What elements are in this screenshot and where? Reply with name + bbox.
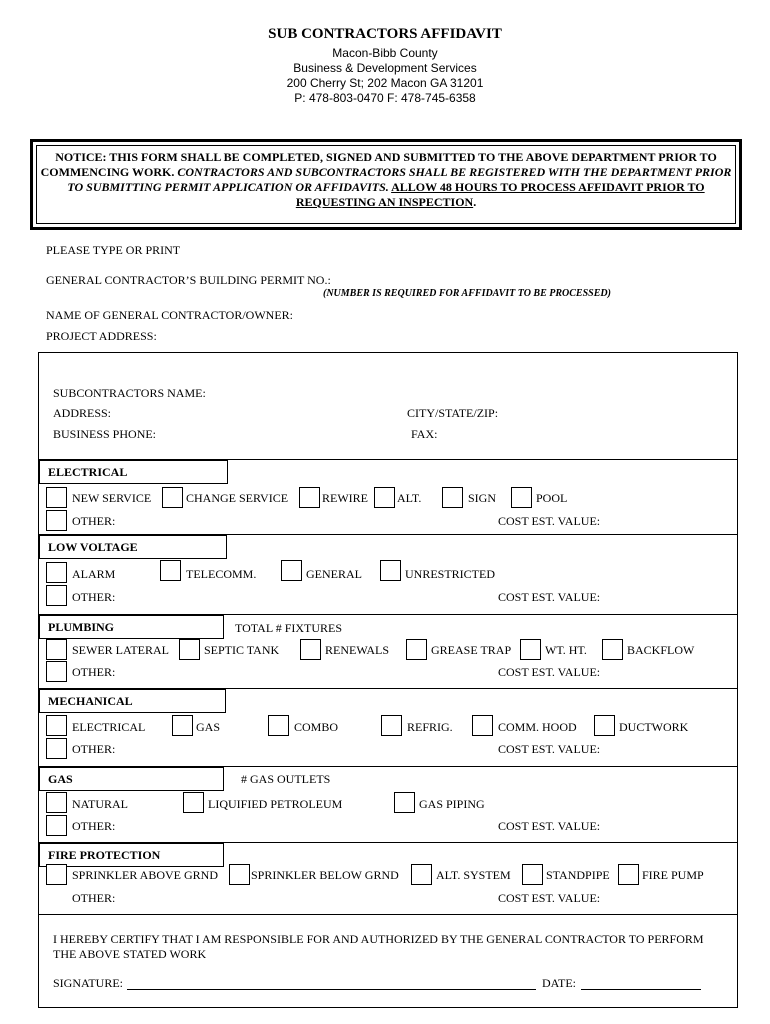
plumbing-other-label: OTHER: [72, 665, 116, 679]
checkbox-liquified-petroleum[interactable] [183, 792, 204, 813]
checkbox-sewer-lateral[interactable] [46, 639, 67, 660]
option-wt-ht: WT. HT. [545, 643, 587, 657]
checkbox-low-voltage-other[interactable] [46, 585, 67, 606]
option-liquified-petroleum: LIQUIFIED PETROLEUM [208, 797, 343, 811]
checkbox-standpipe[interactable] [522, 864, 543, 885]
fire-other-label: OTHER: [72, 891, 116, 905]
checkbox-rewire[interactable] [299, 487, 320, 508]
option-mech-electrical: ELECTRICAL [72, 720, 146, 734]
gas-outlets-label: # GAS OUTLETS [241, 772, 331, 786]
fire-cost-label: COST EST. VALUE: [498, 891, 601, 905]
notice-part-2: CONTRACTORS AND SUBCONTRACTORS SHALL BE REGISTERED WITH THE DEPARTMENT PRIOR TO SUBMITTING PERMIT APPLICATION OR AFFIDAVITS. [67, 165, 732, 194]
option-combo: COMBO [294, 720, 339, 734]
notice-text [38, 150, 734, 210]
project-address-label: PROJECT ADDRESS: [46, 329, 157, 343]
sub-name-label: SUBCONTRACTORS NAME: [53, 386, 206, 400]
checkbox-change-service[interactable] [162, 487, 183, 508]
signature-line[interactable] [127, 989, 536, 990]
checkbox-sprinkler-below[interactable] [229, 864, 250, 885]
checkbox-natural[interactable] [46, 792, 67, 813]
checkbox-comm-hood[interactable] [472, 715, 493, 736]
electrical-other-label: OTHER: [72, 514, 116, 528]
option-pool: POOL [536, 491, 568, 505]
option-sprinkler-above: SPRINKLER ABOVE GRND [72, 868, 219, 882]
option-backflow: BACKFLOW [627, 643, 695, 657]
header-line-address: 200 Cherry St; 202 Macon GA 31201 [286, 76, 484, 90]
header-line-department: Business & Development Services [293, 61, 477, 75]
option-new-service: NEW SERVICE [72, 491, 152, 505]
subcontractor-form-box [38, 352, 738, 1008]
section-title-mechanical: MECHANICAL [39, 689, 226, 713]
checkbox-refrig[interactable] [381, 715, 402, 736]
section-title-low-voltage: LOW VOLTAGE [39, 535, 227, 559]
checkbox-backflow[interactable] [602, 639, 623, 660]
sub-fax-label: FAX: [411, 427, 438, 441]
checkbox-sign[interactable] [442, 487, 463, 508]
permit-note: (NUMBER IS REQUIRED FOR AFFIDAVIT TO BE PROCESSED) [323, 288, 611, 299]
checkbox-pool[interactable] [511, 487, 532, 508]
option-septic-tank: SEPTIC TANK [204, 643, 280, 657]
checkbox-new-service[interactable] [46, 487, 67, 508]
checkbox-electrical-other[interactable] [46, 510, 67, 531]
option-rewire: REWIRE [322, 491, 368, 505]
divider-certification [38, 914, 738, 915]
option-sign: SIGN [468, 491, 497, 505]
form-title: SUB CONTRACTORS AFFIDAVIT [268, 26, 502, 42]
checkbox-grease-trap[interactable] [406, 639, 427, 660]
section-title-electrical: ELECTRICAL [39, 460, 228, 484]
date-line[interactable] [581, 989, 701, 990]
general-contractor-label: NAME OF GENERAL CONTRACTOR/OWNER: [46, 308, 294, 322]
section-title-gas: GAS [39, 767, 224, 791]
notice-part-1: NOTICE: THIS FORM SHALL BE COMPLETED, SIGNED AND SUBMITTED TO THE ABOVE DEPARTMENT PRIOR TO COMMENCING WORK. [40, 150, 717, 179]
checkbox-mechanical-other[interactable] [46, 738, 67, 759]
option-change-service: CHANGE SERVICE [186, 491, 289, 505]
option-renewals: RENEWALS [325, 643, 389, 657]
checkbox-sprinkler-above[interactable] [46, 864, 67, 885]
notice-part-4: . [473, 195, 477, 209]
checkbox-ductwork[interactable] [594, 715, 615, 736]
checkbox-alarm[interactable] [46, 562, 67, 583]
checkbox-plumbing-other[interactable] [46, 661, 67, 682]
date-label: DATE: [542, 976, 576, 990]
sub-address-label: ADDRESS: [53, 406, 112, 420]
option-standpipe: STANDPIPE [546, 868, 610, 882]
option-alt-system: ALT. SYSTEM [436, 868, 511, 882]
sub-phone-label: BUSINESS PHONE: [53, 427, 157, 441]
option-alarm: ALARM [72, 567, 116, 581]
header-line-agency: Macon-Bibb County [332, 46, 438, 60]
checkbox-alt[interactable] [374, 487, 395, 508]
mechanical-other-label: OTHER: [72, 742, 116, 756]
checkbox-wt-ht[interactable] [520, 639, 541, 660]
checkbox-alt-system[interactable] [411, 864, 432, 885]
checkbox-fire-pump[interactable] [618, 864, 639, 885]
low-voltage-other-label: OTHER: [72, 590, 116, 604]
option-comm-hood: COMM. HOOD [498, 720, 577, 734]
mechanical-cost-label: COST EST. VALUE: [498, 742, 601, 756]
checkbox-unrestricted[interactable] [380, 560, 401, 581]
option-mech-gas: GAS [196, 720, 221, 734]
option-ductwork: DUCTWORK [619, 720, 689, 734]
low-voltage-cost-label: COST EST. VALUE: [498, 590, 601, 604]
checkbox-gas-piping[interactable] [394, 792, 415, 813]
section-title-fire-protection: FIRE PROTECTION [39, 843, 224, 867]
option-natural: NATURAL [72, 797, 128, 811]
option-sewer-lateral: SEWER LATERAL [72, 643, 169, 657]
checkbox-general[interactable] [281, 560, 302, 581]
total-fixtures-label: TOTAL # FIXTURES [235, 621, 343, 635]
option-telecomm: TELECOMM. [186, 567, 257, 581]
gas-other-label: OTHER: [72, 819, 116, 833]
notice-part-3: ALLOW 48 HOURS TO PROCESS AFFIDAVIT PRIOR TO REQUESTING AN INSPECTION [295, 180, 705, 209]
sub-city-label: CITY/STATE/ZIP: [407, 406, 499, 420]
permit-label: GENERAL CONTRACTOR’S BUILDING PERMIT NO.: [46, 273, 331, 287]
print-note: PLEASE TYPE OR PRINT [46, 243, 181, 257]
option-fire-pump: FIRE PUMP [642, 868, 704, 882]
option-grease-trap: GREASE TRAP [431, 643, 512, 657]
checkbox-telecomm[interactable] [160, 560, 181, 581]
checkbox-mech-electrical[interactable] [46, 715, 67, 736]
checkbox-septic-tank[interactable] [179, 639, 200, 660]
option-sprinkler-below: SPRINKLER BELOW GRND [251, 868, 399, 882]
checkbox-gas-other[interactable] [46, 815, 67, 836]
option-alt: ALT. [397, 491, 422, 505]
checkbox-combo[interactable] [268, 715, 289, 736]
gas-cost-label: COST EST. VALUE: [498, 819, 601, 833]
header-line-phone: P: 478-803-0470 F: 478-745-6358 [294, 91, 476, 105]
checkbox-mech-gas[interactable] [172, 715, 193, 736]
option-refrig: REFRIG. [407, 720, 453, 734]
certification-text: I HEREBY CERTIFY THAT I AM RESPONSIBLE FOR AND AUTHORIZED BY THE GENERAL CONTRACTOR TO PERFORM THE ABOVE STATED WORK [53, 932, 704, 961]
electrical-cost-label: COST EST. VALUE: [498, 514, 601, 528]
option-unrestricted: UNRESTRICTED [405, 567, 495, 581]
option-general: GENERAL [306, 567, 362, 581]
plumbing-cost-label: COST EST. VALUE: [498, 665, 601, 679]
section-title-plumbing: PLUMBING [39, 615, 224, 639]
checkbox-renewals[interactable] [300, 639, 321, 660]
signature-label: SIGNATURE: [53, 976, 124, 990]
option-gas-piping: GAS PIPING [419, 797, 485, 811]
